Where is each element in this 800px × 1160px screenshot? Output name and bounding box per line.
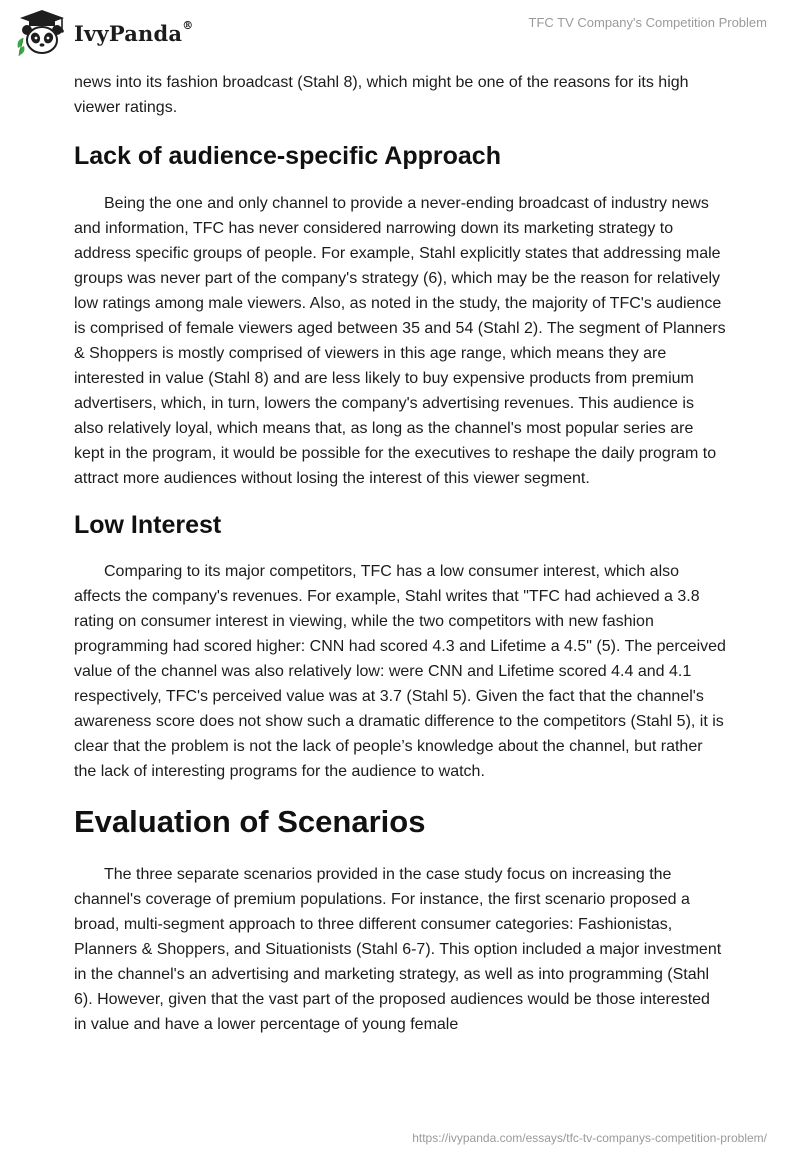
section-paragraph-evaluation: The three separate scenarios provided in the case study focus on increasing the channel's coverage of premium populations. For instance, the first scenario proposed a broad, multi-segment approach to three different consumer categories: Fashionistas, Planners & Shoppers, and Situationists (Stahl 6-7). This option included a major investment in the channel's an advertising and marketing strategy, as well as into programming (Stahl 6). However, given that the vast part of the proposed audiences would be those interested in value and have a lower percentage of young female <box>74 866 722 1033</box>
section-heading-audience-approach: Lack of audience-specific Approach <box>74 142 501 170</box>
section-paragraph-low-interest: Comparing to its major competitors, TFC has a low consumer interest, which also affects the company's revenues. For example, Stahl writes that "TFC had achieved a 3.8 rating on consumer interest in viewing, while the two competitors with new fashion programming had scored higher: CNN had scored 4.3 and Lifetime a 4.5" (5). The perceived value of the channel was also relatively low: were CNN and Lifetime scored 4.4 and 4.1 respectively, TFC's perceived value was at 3.7 (Stahl 5). Given the fact that the channel's awareness score does not show such a dramatic difference to the competitors (Stahl 5), it is clear that the problem is not the lack of people’s knowledge about the channel, but rather the lack of interesting programs for the audience to watch. <box>74 563 726 780</box>
section-heading-low-interest: Low Interest <box>74 511 222 539</box>
section-heading-evaluation: Evaluation of Scenarios <box>74 804 426 839</box>
registered-mark: ® <box>182 18 194 32</box>
ivypanda-logo[interactable] <box>14 8 193 58</box>
intro-continuation-paragraph: news into its fashion broadcast (Stahl 8), which might be one of the reasons for its high viewer ratings. <box>74 74 689 116</box>
page-header <box>0 0 800 66</box>
brand-name <box>74 18 194 46</box>
brand-name-text: IvyPanda <box>74 20 183 46</box>
article-body <box>74 70 726 1037</box>
section-paragraph-audience-approach: Being the one and only channel to provide a never-ending broadcast of industry news and information, TFC has never considered narrowing down its marketing strategy to address specific groups of people. For example, Stahl explicitly states that addressing male groups was never part of the company's strategy (6), which may be the reason for relatively low ratings among male viewers. Also, as noted in the study, the majority of TFC's audience is comprised of female viewers aged between 35 and 54 (Stahl 2). The segment of Planners & Shoppers is mostly comprised of viewers in this age range, which means they are interested in value (Stahl 8) and are less likely to buy expensive products from premium advertisers, which, in turn, lowers the company's advertising revenues. This audience is also relatively loyal, which means that, as long as the channel's most popular series are kept in the program, it would be possible for the executives to reshape the daily program to attract more audiences without losing the interest of this viewer segment. <box>74 195 726 487</box>
document-title: TFC TV Company's Competition Problem <box>528 15 767 30</box>
footer-source-url[interactable]: https://ivypanda.com/essays/tfc-tv-companys-competition-problem/ <box>412 1131 767 1145</box>
panda-graduate-icon <box>14 8 70 58</box>
